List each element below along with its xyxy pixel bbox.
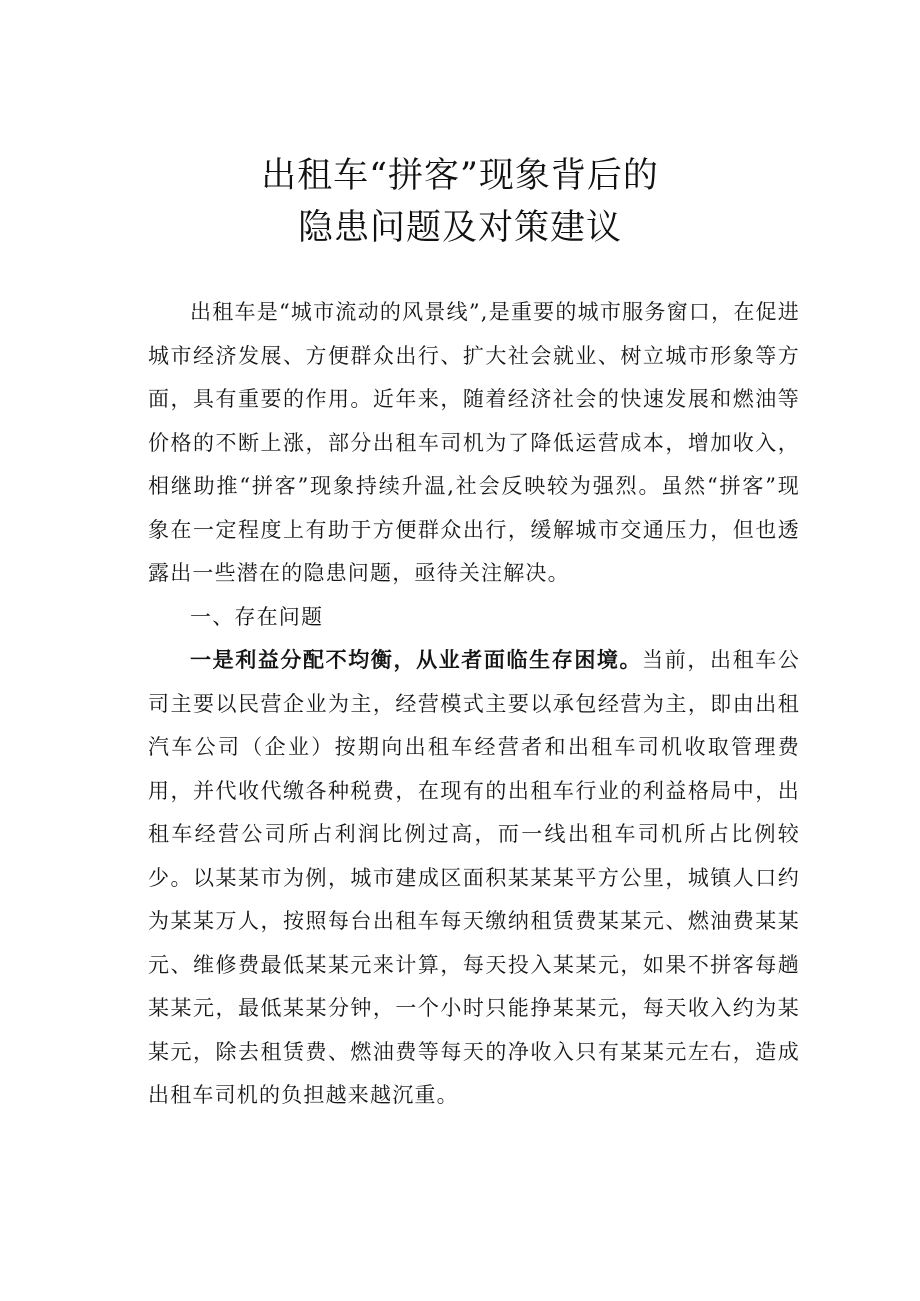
intro-paragraph: 出租车是“城市流动的风景线”,是重要的城市服务窗口，在促进城市经济发展、方便群众出行、扩大社会就业、树立城市形象等方面，具有重要的作用。近年来，随着经济社会的快速发展和燃油等价格的不断上涨，部分出租车司机为了降低运营成本，增加收入，相继助推“拼客”现象持续升温,社会反映较为强烈。虽然“拼客”现象在一定程度上有助于方便群众出行，缓解城市交通压力，但也透露出一些潜在的隐患问题，亟待关注解决。 (148, 300, 800, 585)
point-1-lead: 一是利益分配不均衡，从业者面临生存困境。 (190, 648, 643, 672)
document-title-line-2: 隐患问题及对策建议 (297, 208, 622, 248)
section-heading: 一、存在问题 (190, 604, 324, 629)
document-title-line-1: 出租车“拼客”现象背后的 (261, 156, 659, 196)
point-1-body: 当前，出租车公司主要以民营企业为主，经营模式主要以承包经营为主，即由出租汽车公司（企业）按期向出租车经营者和出租车司机收取管理费用，并代收代缴各种税费，在现有的出租车行业的利益格局中，出租车经营公司所占利润比例过高，而一线出租车司机所占比例较少。以某某市为例，城市建成区面积某某某平方公里，城镇人口约为某某万人，按照每台出租车每天缴纳租赁费某某元、燃油费某某元、维修费最低某某元来计算，每天投入某某元，如果不拼客每趟某某元，最低某某分钟，一个小时只能挣某某元，每天收入约为某某元，除去租赁费、燃油费等每天的净收入只有某某元左右，造成出租车司机的负担越来越沉重。 (148, 648, 801, 1107)
document-body (148, 291, 800, 1118)
point-1-paragraph (148, 639, 800, 1118)
